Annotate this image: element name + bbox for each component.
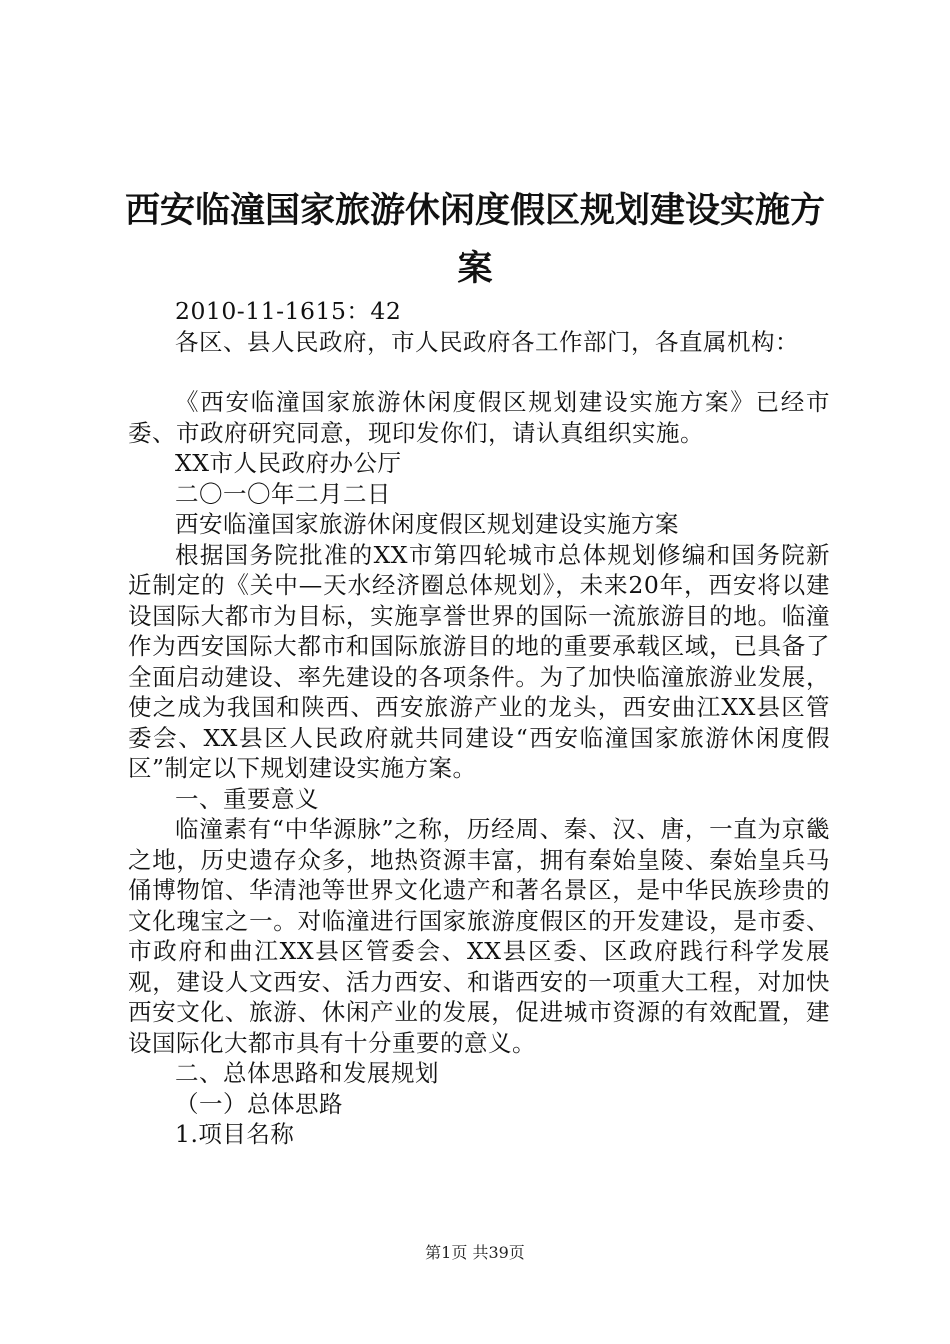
section-heading-plan: 二、总体思路和发展规划 bbox=[175, 1059, 439, 1087]
salutation: 各区、县人民政府，市人民政府各工作部门，各直属机构： bbox=[175, 327, 799, 356]
subsection-heading: （一）总体思路 bbox=[175, 1089, 343, 1118]
document-body bbox=[128, 296, 830, 1150]
issue-date: 二〇一〇年二月二日 bbox=[175, 479, 391, 508]
intro-paragraph: 根据国务院批准的XX市第四轮城市总体规划修编和国务院新近制定的《关中—天水经济圈总体规划》，未来20年，西安将以建设国际大都市为目标，实施享誉世界的国际一流旅游目的地。临潼作为西安国际大都市和国际旅游目的地的重要承载区域，已具备了全面启动建设、率先建设的各项条件。为了加快临潼旅游业发展，使之成为我国和陕西、西安旅游产业的龙头，西安曲江XX县区管委会、XX县区人民政府就共同建设“西安临潼国家旅游休闲度假区”制定以下规划建设实施方案。 bbox=[128, 540, 830, 782]
timestamp: 2010-11-1615：42 bbox=[175, 297, 402, 325]
issuer: XX市人民政府办公厅 bbox=[175, 449, 402, 477]
document-title: 西安临潼国家旅游休闲度假区规划建设实施方案 bbox=[124, 190, 825, 289]
page-footer: 第1页 共39页 bbox=[425, 1243, 525, 1262]
item-heading: 1.项目名称 bbox=[175, 1120, 295, 1148]
significance-paragraph: 临潼素有“中华源脉”之称，历经周、秦、汉、唐，一直为京畿之地，历史遗存众多，地热资源丰富，拥有秦始皇陵、秦始皇兵马俑博物馆、华清池等世界文化遗产和著名景区，是中华民族珍贵的文化瑰宝之一。对临潼进行国家旅游度假区的开发建设，是市委、市政府和曲江XX县区管委会、XX县区委、区政府践行科学发展观，建设人文西安、活力西安、和谐西安的一项重大工程，对加快西安文化、旅游、休闲产业的发展，促进城市资源的有效配置，建设国际化大都市具有十分重要的意义。 bbox=[128, 815, 830, 1057]
section-heading-significance: 一、重要意义 bbox=[175, 784, 319, 813]
notice-paragraph: 《西安临潼国家旅游休闲度假区规划建设实施方案》已经市委、市政府研究同意，现印发你们，请认真组织实施。 bbox=[128, 388, 830, 447]
plan-heading: 西安临潼国家旅游休闲度假区规划建设实施方案 bbox=[175, 510, 679, 538]
